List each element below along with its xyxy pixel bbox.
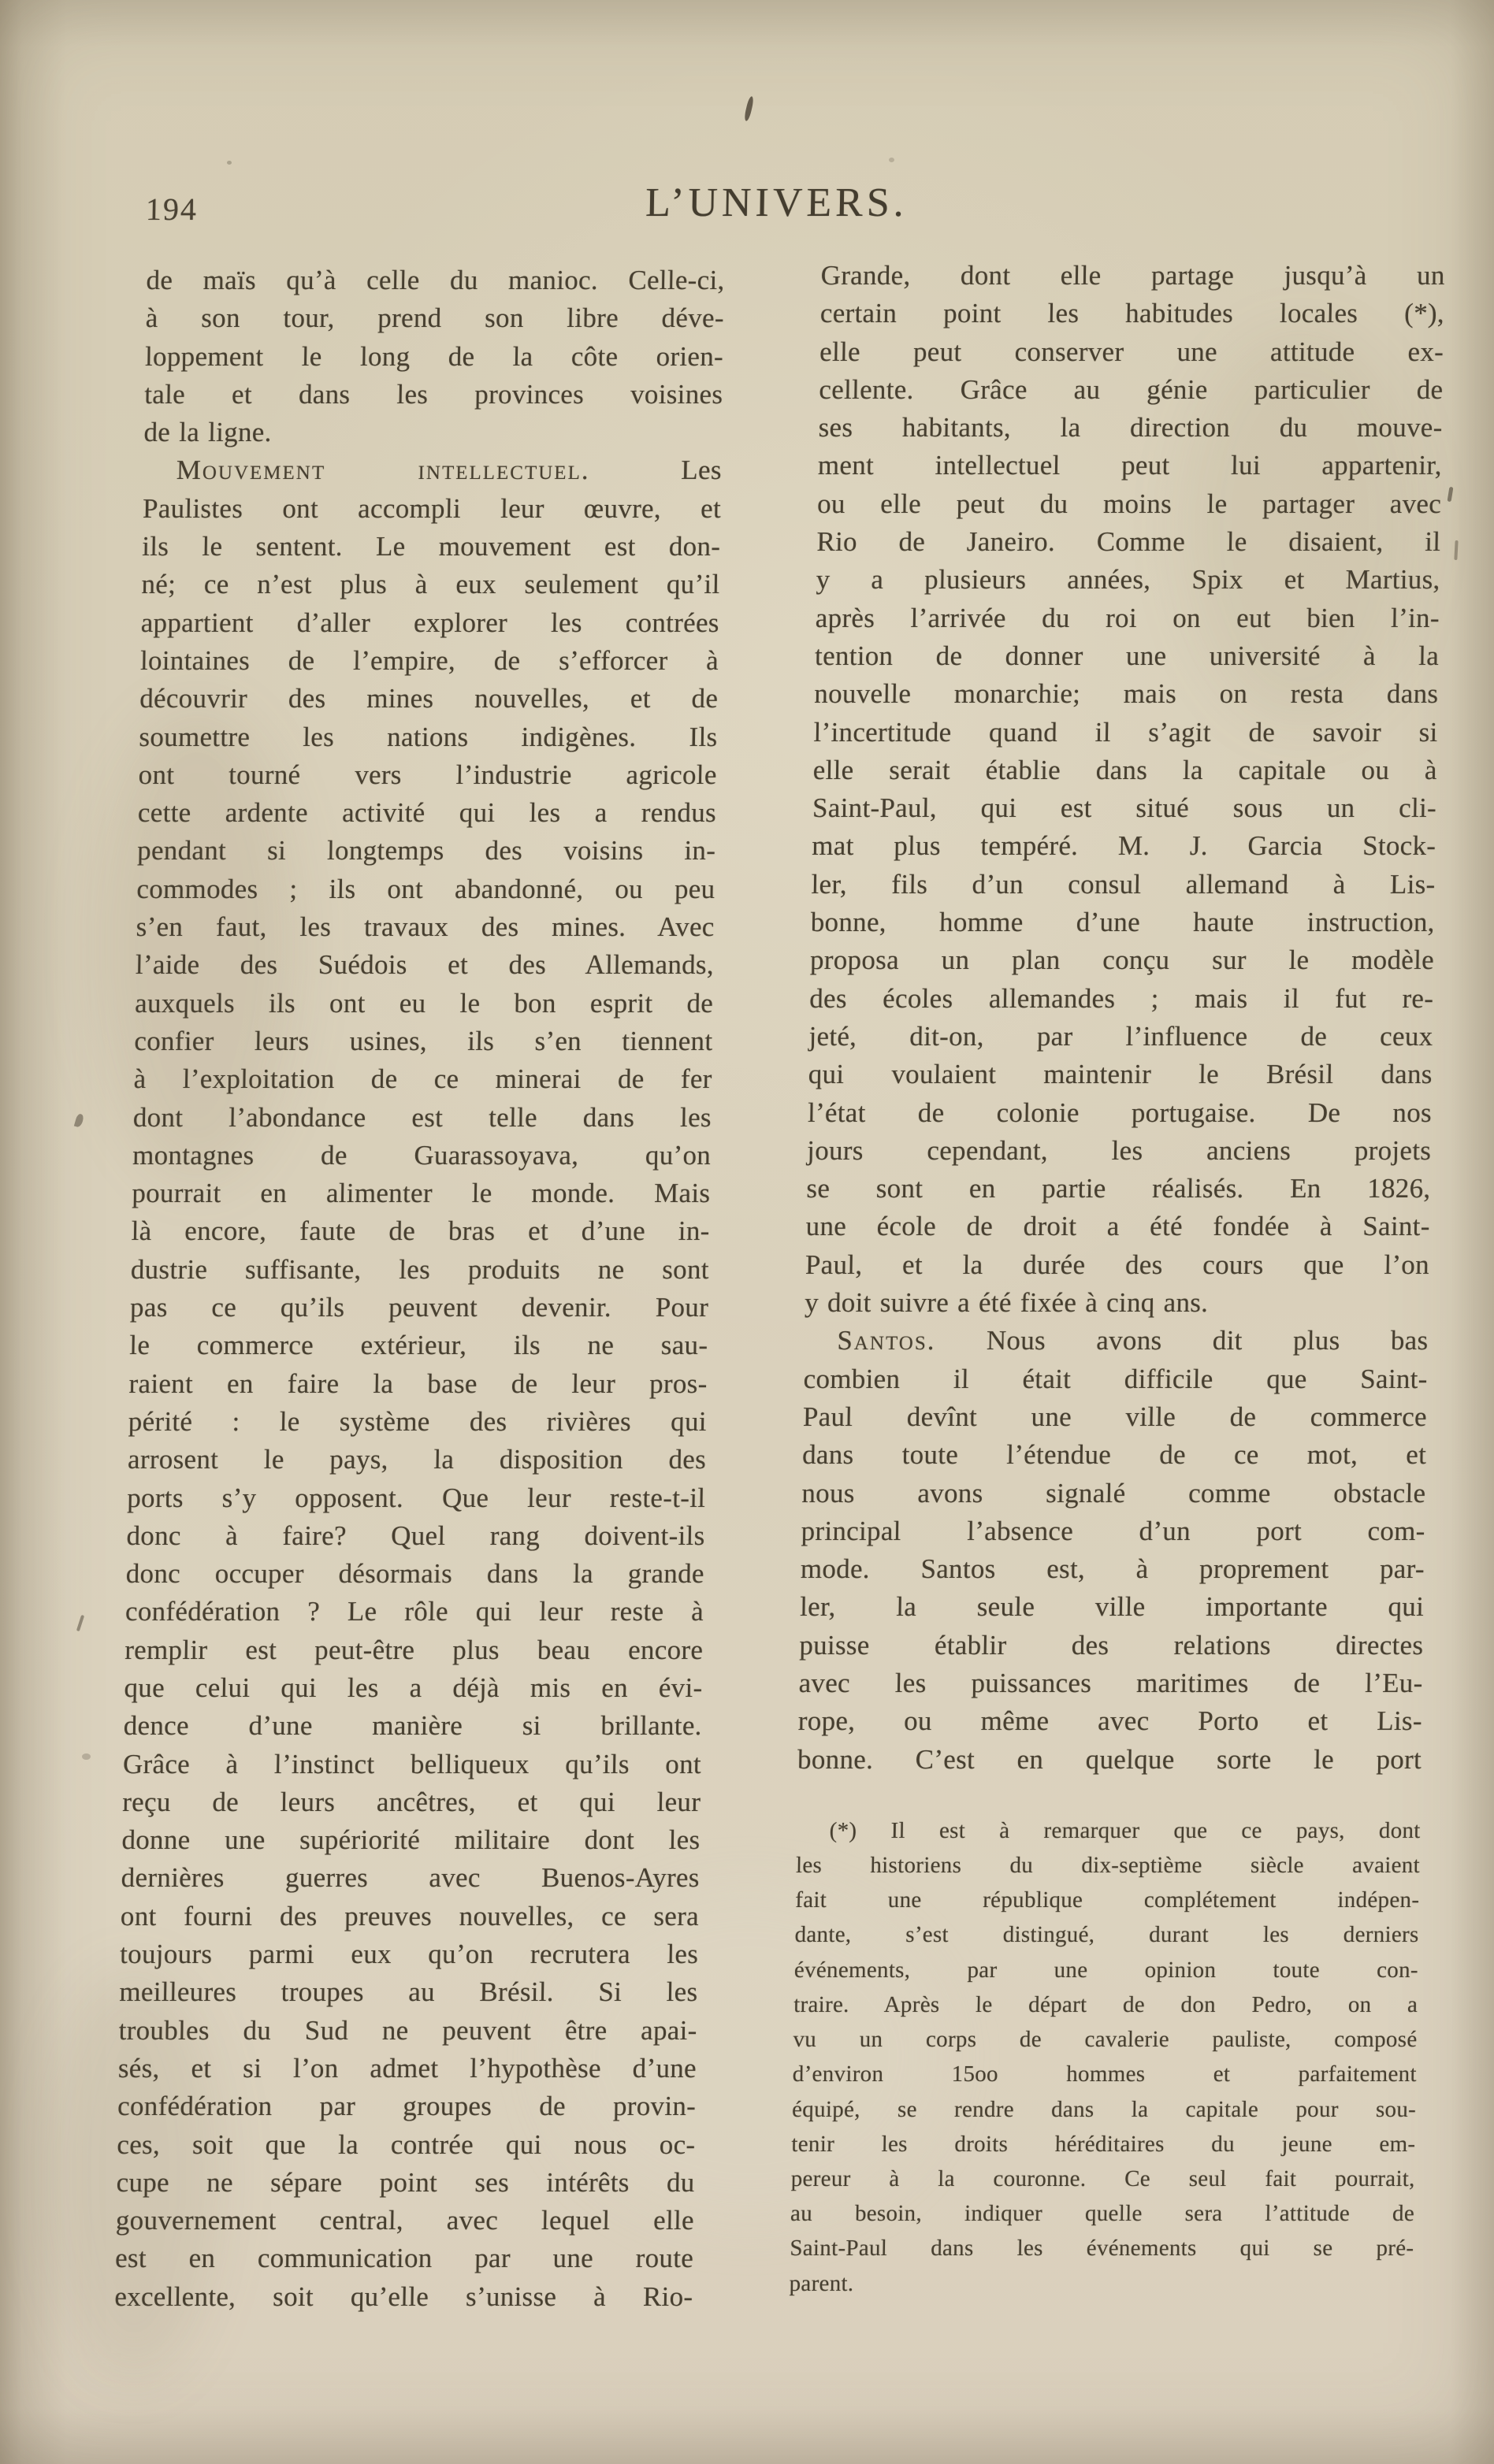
text-line: toujours parmi eux qu’on recrutera les <box>119 1939 699 1970</box>
page-number: 194 <box>145 191 199 227</box>
text-line: raient en faire la base de leur pros- <box>128 1367 708 1399</box>
text-line: dustrie suffisante, les produits ne sont <box>130 1253 710 1285</box>
text-line: d’environ 15oo hommes et parfaitement <box>792 2061 1418 2087</box>
text-line: l’état de colonie portugaise. De nos <box>807 1097 1433 1128</box>
text-line: donc à faire? Quel rang doivent-ils <box>126 1520 705 1551</box>
text-line: dont l’abondance est telle dans les <box>132 1101 712 1133</box>
text-line: dante, s’est distingué, durant les derniers <box>794 1922 1419 1948</box>
text-line: cette ardente activité qui les a rendus <box>137 797 717 829</box>
text-line: remplir est peut-être plus beau encore <box>124 1634 704 1665</box>
text-line: excellente, soit qu’elle s’unisse à Rio- <box>114 2280 693 2312</box>
text-line: pendant si longtemps des voisins in- <box>136 835 716 866</box>
text-line: tention de donner une université à la <box>814 640 1440 671</box>
text-line: Saint-Paul, qui est situé sous un cli- <box>812 792 1437 824</box>
text-line: dans toute l’étendue de ce mot, et <box>801 1439 1427 1471</box>
text-line: se sont en partie réalisés. En 1826, <box>806 1173 1431 1204</box>
text-line: jours cependant, les anciens projets <box>806 1134 1432 1166</box>
text-line: l’incertitude quand il s’agit de savoir si <box>813 716 1438 748</box>
text-line: que celui qui les a déjà mis en évi- <box>124 1672 703 1703</box>
text-line: lointaines de l’empire, de s’efforcer à <box>139 644 719 676</box>
text-line: est en communication par une route <box>114 2243 694 2274</box>
text-line: au besoin, indiquer quelle sera l’attitude de <box>790 2201 1415 2227</box>
text-line: événements, par une opinion toute con- <box>793 1957 1419 1983</box>
smallcaps-section-heading: Santos. <box>837 1325 936 1356</box>
text-line: après l’arrivée du roi on eut bien l’in- <box>815 602 1440 633</box>
running-header-title: L’UNIVERS. <box>645 180 909 225</box>
text-line: proposa un plan conçu sur le modèle <box>809 944 1435 976</box>
text-line: commodes ; ils ont abandonné, ou peu <box>136 873 715 904</box>
text-line: loppement le long de la côte orien- <box>144 340 724 372</box>
text-line: troubles du Sud ne peuvent être apai- <box>118 2014 698 2046</box>
text-line: les historiens du dix-septième siècle avaient <box>795 1853 1421 1879</box>
text-line: tale et dans les provinces voisines <box>144 378 723 410</box>
text-line: Paulistes ont accompli leur œuvre, et <box>142 492 722 524</box>
text-line: mode. Santos est, à proprement par- <box>800 1553 1425 1585</box>
text-line: à l’exploitation de ce minerai de fer <box>133 1063 712 1095</box>
text-line: pereur à la couronne. Ce seul fait pourrait, <box>790 2165 1415 2191</box>
text-line: cupe ne sépare point ses intérêts du <box>116 2166 695 2198</box>
text-line: sés, et si l’on admet l’hypothèse d’une <box>117 2052 697 2084</box>
text-line: confédération ? Le rôle qui leur reste à <box>124 1596 704 1627</box>
text-line: dernières guerres avec Buenos-Ayres <box>121 1862 701 1894</box>
text-line: ont tourné vers l’industrie agricole <box>138 759 718 790</box>
footnote-block <box>789 1813 1421 2301</box>
text-line: découvrir des mines nouvelles, et de <box>139 683 719 714</box>
text-line: vu un corps de cavalerie pauliste, composé <box>793 2027 1418 2053</box>
text-line: ler, la seule ville importante qui <box>799 1591 1425 1623</box>
text-line: combien il était difficile que Saint- <box>803 1363 1428 1394</box>
left-text-column <box>114 262 725 2316</box>
text-line: gouvernement central, avec lequel elle <box>115 2205 695 2236</box>
text-line: ces, soit que la contrée qui nous oc- <box>117 2128 696 2160</box>
text-line: ler, fils d’un consul allemand à Lis- <box>811 868 1436 900</box>
text-line: (*) Il est à remarquer que ce pays, dont <box>829 1817 1421 1843</box>
text-line: puisse établir des relations directes <box>799 1629 1424 1661</box>
text-line: s’en faut, les travaux des mines. Avec <box>136 911 715 943</box>
text-line: ont fourni des preuves nouvelles, ce sera <box>120 1900 700 1931</box>
text-line: parent. <box>789 2270 854 2296</box>
text-line: confédération par groupes de provin- <box>117 2091 697 2122</box>
text-line: Rio de Janeiro. Comme le disaient, il <box>816 526 1441 558</box>
text-line: Grande, dont elle partage jusqu’à un <box>820 260 1445 291</box>
text-line: des écoles allemandes ; mais il fut re- <box>808 982 1434 1014</box>
text-line: certain point les habitudes locales (*), <box>819 298 1445 329</box>
text-line: qui voulaient maintenir le Brésil dans <box>808 1059 1433 1090</box>
text-line: Saint-Paul dans les événements qui se pré- <box>790 2236 1414 2262</box>
text-line: fait une république complétement indépen- <box>795 1887 1420 1913</box>
text-line: Grâce à l’instinct belliqueux qu’ils ont <box>122 1748 702 1779</box>
text-line: elle peut conserver une attitude ex- <box>819 336 1444 367</box>
text-line: périté : le système des rivières qui <box>128 1405 708 1437</box>
text-line: montagnes de Guarassoyava, qu’on <box>132 1139 712 1171</box>
text-line: ou elle peut du moins le partager avec <box>816 488 1442 519</box>
text-line: donne une supériorité militaire dont les <box>121 1824 701 1856</box>
text-line: reçu de leurs ancêtres, et qui leur <box>121 1786 701 1817</box>
text-line: Paul, et la durée des cours que l’on <box>805 1249 1430 1280</box>
text-line: pourrait en alimenter le monde. Mais <box>132 1178 711 1209</box>
text-line: Mouvement intellectuel. Les <box>176 455 723 486</box>
text-line: dence d’une manière si brillante. <box>123 1710 703 1742</box>
text-line: meilleures troupes au Brésil. Si les <box>119 1976 698 2008</box>
text-line: donc occuper désormais dans la grande <box>125 1558 705 1590</box>
text-line: Paul devînt une ville de commerce <box>802 1401 1428 1432</box>
text-line: bonne. C’est en quelque sorte le port <box>797 1743 1422 1775</box>
text-line: y a plusieurs années, Spix et Martius, <box>816 564 1440 596</box>
text-line: une école de droit a été fondée à Saint- <box>805 1211 1431 1242</box>
text-line: ses habitants, la direction du mouve- <box>818 412 1443 443</box>
text-line: avec les puissances maritimes de l’Eu- <box>798 1667 1423 1698</box>
text-line: traire. Après le départ de don Pedro, on a <box>793 1991 1418 2017</box>
text-line: cellente. Grâce au génie particulier de <box>819 373 1444 405</box>
text-line: rope, ou même avec Porto et Lis- <box>797 1705 1423 1737</box>
text-line: équipé, se rendre dans la capitale pour sou- <box>791 2096 1417 2122</box>
text-line: appartient d’aller explorer les contrées <box>140 607 720 638</box>
text-line: jeté, dit-on, par l’influence de ceux <box>808 1020 1433 1052</box>
smallcaps-section-heading: Mouvement intellectuel. <box>176 455 590 486</box>
text-line: ports s’y opposent. Que leur reste-t-il <box>127 1482 706 1513</box>
text-line: ment intellectuel peut lui appartenir, <box>817 450 1443 481</box>
text-line: là encore, faute de bras et d’une in- <box>131 1215 710 1247</box>
text-line: arrosent le pays, la disposition des <box>127 1444 707 1475</box>
text-line: nouvelle monarchie; mais on resta dans <box>814 678 1439 710</box>
text-line: ils le sentent. Le mouvement est don- <box>141 531 721 562</box>
text-line: de la ligne. <box>143 417 273 448</box>
text-line: bonne, homme d’une haute instruction, <box>810 907 1436 938</box>
text-line: tenir les droits héréditaires du jeune em- <box>791 2131 1416 2157</box>
text-line: pas ce qu’ils peuvent devenir. Pour <box>129 1292 709 1323</box>
text-line: principal l’absence d’un port com- <box>801 1515 1425 1546</box>
text-line: soumettre les nations indigènes. Ils <box>139 721 718 752</box>
text-line: né; ce n’est plus à eux seulement qu’il <box>141 569 720 600</box>
text-line: l’aide des Suédois et des Allemands, <box>135 949 715 981</box>
right-column-body <box>797 257 1445 1779</box>
text-line: nous avons signalé comme obstacle <box>801 1477 1426 1508</box>
text-line: à son tour, prend son libre déve- <box>145 302 725 334</box>
text-line: y doit suivre a été fixée à cinq ans. <box>804 1287 1209 1319</box>
text-line: confier leurs usines, ils s’en tiennent <box>134 1025 713 1056</box>
text-line: de maïs qu’à celle du manioc. Celle-ci, <box>146 265 725 295</box>
text-line: mat plus tempéré. M. J. Garcia Stock- <box>812 830 1436 862</box>
text-line: Santos. Nous avons dit plus bas <box>837 1325 1429 1356</box>
text-line: auxquels ils ont eu le bon esprit de <box>134 987 714 1019</box>
right-text-column <box>789 257 1445 2301</box>
text-line: le commerce extérieur, ils ne sau- <box>129 1330 708 1361</box>
text-line: elle serait établie dans la capitale ou à <box>812 754 1438 785</box>
